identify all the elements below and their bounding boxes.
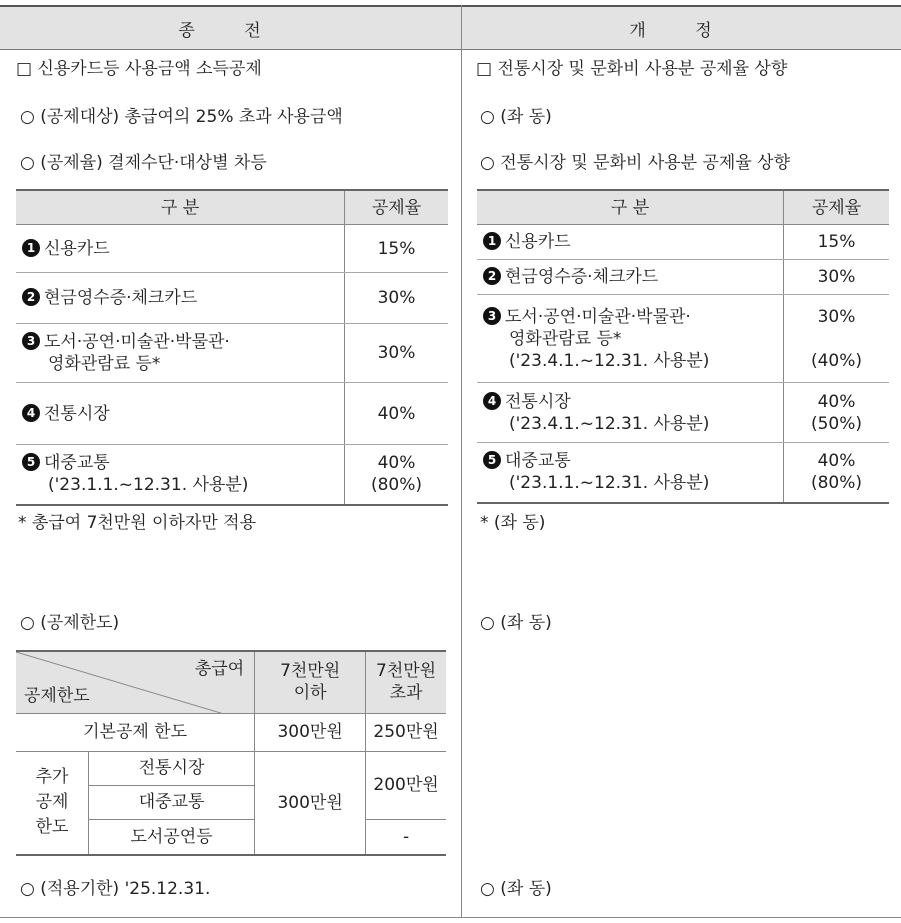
header-before: 종 전 — [0, 5, 461, 50]
right-col-category: 구 분 — [477, 190, 784, 225]
right-footnote: * (좌 동) — [480, 513, 546, 533]
row-rate: 30% — [817, 306, 856, 327]
col-under-70m: 7천만원 이하 — [255, 651, 366, 713]
row-rate-line2: (50%) — [810, 413, 863, 434]
limit-corner-cell — [16, 651, 255, 713]
row-label: 신용카드 — [44, 238, 110, 259]
row-label: 도서·공연·미술관·박물관· — [505, 306, 691, 327]
left-rate-table — [16, 189, 448, 506]
header-after: 개 정 — [462, 5, 901, 50]
left-target: ○ (공제대상) 총급여의 25% 초과 사용금액 — [20, 107, 343, 127]
col-over-70m: 7천만원 초과 — [366, 651, 446, 713]
right-col-rate: 공제율 — [784, 190, 890, 225]
row-label: 현금영수증·체크카드 — [505, 267, 659, 287]
row-label-line2: ('23.4.1.~12.31. 사용분) — [509, 413, 710, 434]
extra-limit-a: 300만원 — [255, 751, 366, 855]
extra-row-transit: 대중교통 — [89, 785, 255, 819]
right-rate-table — [477, 189, 889, 504]
basic-limit-label: 기본공제 한도 — [16, 713, 255, 751]
table-row — [477, 443, 889, 503]
extra-limit-b-culture: - — [366, 819, 446, 855]
table-row — [16, 225, 448, 273]
number-badge: 4 — [22, 404, 40, 422]
extra-row-market: 전통시장 — [89, 751, 255, 785]
row-rate: 40% — [377, 453, 416, 474]
bottom-border — [0, 917, 901, 918]
extra-row-culture: 도서공연등 — [89, 819, 255, 855]
extra-limit-label: 추가 공제 한도 — [16, 751, 89, 855]
row-label-line2: 영화관람료 등* — [509, 328, 622, 349]
extra-limit-b: 200만원 — [366, 751, 446, 819]
number-badge: 2 — [483, 267, 501, 285]
row-rate-line2: (80%) — [810, 473, 863, 494]
left-deadline: ○ (적용기한) '25.12.31. — [20, 879, 211, 899]
left-rate-intro: ○ (공제율) 결제수단·대상별 차등 — [20, 153, 267, 173]
number-badge: 2 — [22, 288, 40, 306]
number-badge: 1 — [483, 232, 501, 250]
row-rate-line3: (40%) — [810, 350, 863, 371]
left-col-rate: 공제율 — [345, 190, 449, 225]
row-rate: 15% — [345, 225, 449, 273]
row-label: 신용카드 — [505, 232, 571, 252]
number-badge: 1 — [22, 239, 40, 257]
left-col-category: 구 분 — [16, 190, 345, 225]
table-row — [16, 383, 448, 445]
row-rate: 40% — [817, 391, 856, 412]
corner-top-label: 총급여 — [194, 659, 245, 679]
row-rate: 30% — [784, 260, 890, 295]
table-row — [477, 260, 889, 295]
row-label: 전통시장 — [505, 391, 571, 412]
number-badge: 3 — [22, 332, 40, 350]
row-label-line3: ('23.4.1.~12.31. 사용분) — [509, 350, 710, 371]
number-badge: 5 — [22, 453, 40, 471]
table-row — [477, 225, 889, 260]
row-label: 현금영수증·체크카드 — [44, 288, 198, 308]
right-title: □ 전통시장 및 문화비 사용분 공제율 상향 — [476, 59, 788, 79]
table-row — [16, 445, 448, 505]
row-rate: 40% — [817, 451, 856, 472]
basic-limit-a: 300만원 — [255, 713, 366, 751]
row-label-line2: 영화관람료 등* — [48, 354, 161, 374]
right-limit-intro: ○ (좌 동) — [480, 613, 552, 633]
right-target: ○ (좌 동) — [480, 107, 552, 127]
right-rate-intro: ○ 전통시장 및 문화비 사용분 공제율 상향 — [480, 153, 791, 173]
row-label: 대중교통 — [505, 451, 571, 472]
row-rate: 30% — [345, 324, 449, 383]
column-divider — [461, 5, 462, 918]
row-label: 대중교통 — [44, 453, 110, 474]
row-label-line2: ('23.1.1.~12.31. 사용분) — [509, 473, 710, 494]
limit-table — [16, 650, 446, 856]
number-badge: 5 — [483, 451, 501, 469]
row-label: 전통시장 — [44, 403, 110, 424]
row-rate: 30% — [345, 273, 449, 324]
row-rate-line2: (80%) — [370, 475, 423, 496]
number-badge: 3 — [483, 307, 501, 325]
left-footnote: * 총급여 7천만원 이하자만 적용 — [18, 513, 256, 533]
row-label: 도서·공연·미술관·박물관· — [44, 332, 230, 352]
right-deadline: ○ (좌 동) — [480, 879, 552, 899]
table-row — [16, 324, 448, 383]
table-row — [477, 295, 889, 383]
table-row — [477, 383, 889, 443]
corner-bottom-label: 공제한도 — [24, 685, 90, 706]
number-badge: 4 — [483, 392, 501, 410]
basic-limit-b: 250만원 — [366, 713, 446, 751]
left-title: □ 신용카드등 사용금액 소득공제 — [16, 59, 262, 79]
row-label-line2: ('23.1.1.~12.31. 사용분) — [48, 475, 249, 496]
table-row — [16, 273, 448, 324]
row-rate: 40% — [345, 383, 449, 445]
row-rate: 15% — [784, 225, 890, 260]
left-limit-intro: ○ (공제한도) — [20, 613, 120, 633]
